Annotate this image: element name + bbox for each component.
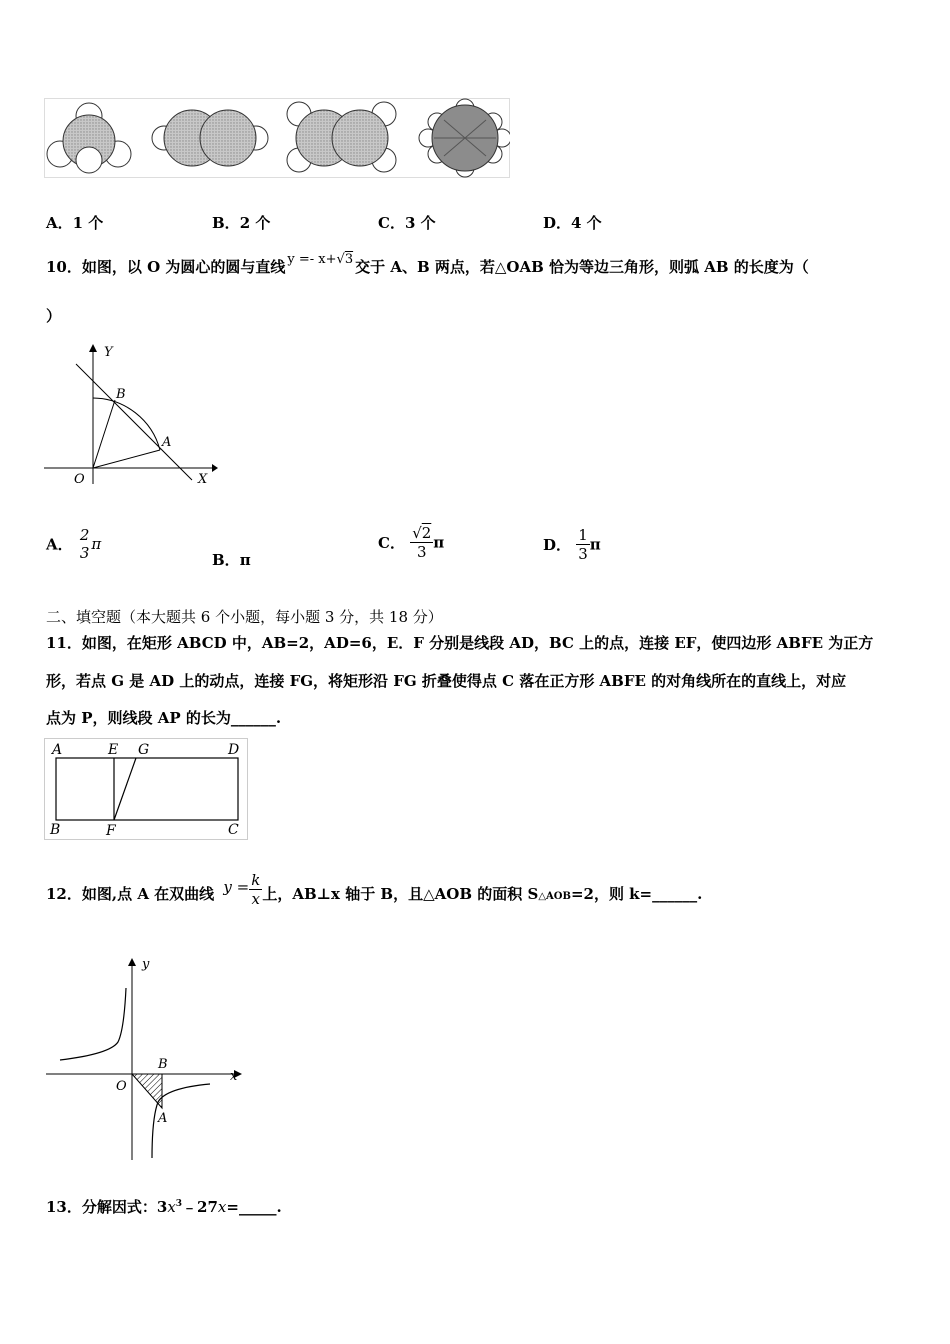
q11-b-label: B [50, 822, 61, 838]
q13-stem: 13．分解因式：$3x^3﹣27x=\_\_\_\_\_$. [46, 1198, 282, 1216]
q11-a-label: A [52, 742, 63, 758]
q11-line3: 点为 P，则线段 AP 的长为______. [46, 709, 282, 727]
q12-b-label: B [158, 1057, 168, 1072]
q11-e-label: E [108, 742, 119, 758]
q10-choice-c[interactable]: C． $\frac{√2}{3}$ π [378, 524, 445, 561]
molecule-shape-4 [419, 99, 510, 177]
q11-figure [44, 738, 248, 840]
q12-figure [40, 950, 245, 1165]
q11-d-label: D [228, 742, 240, 758]
q11-f-label: F [106, 823, 116, 839]
q10-choice-d[interactable]: D． $\frac{1}{3}$ π [543, 526, 601, 563]
q11-g-label: G [138, 742, 150, 758]
q12-a-label: A [158, 1111, 168, 1126]
molecule-shape-1 [47, 103, 131, 173]
molecule-shape-2 [152, 110, 268, 166]
q10-choice-a[interactable]: A． 2 3 π [46, 526, 102, 562]
q12-o-label: O [116, 1079, 127, 1094]
q10-choice-b[interactable]: B．π [212, 551, 251, 569]
q12-x-label: x [230, 1069, 238, 1084]
q12-stem: 12．如图,点 A 在双曲线 y = $\frac{k}{x}$ 上，AB⊥x 轴于 B，且△AOB 的面积 S△AOB=2，则 k=______. [46, 870, 703, 908]
q9-choice-c[interactable]: C．3 个 [378, 214, 436, 232]
q10-y-label: Y [104, 345, 113, 360]
q9-choice-d[interactable]: D．4 个 [543, 214, 602, 232]
q10-stem-close: ） [46, 307, 62, 325]
molecule-shape-3 [287, 102, 396, 172]
q10-equation: y =- x+√3 [287, 252, 354, 267]
q10-stem: 10．如图，以 O 为圆心的圆与直线 y =- x+√3 交于 A、B 两点，若△OAB 恰为等边三角形，则弧 AB 的长度为（ [46, 252, 809, 276]
section-title: 二、填空题（本大题共 6 个小题，每小题 3 分，共 18 分） [46, 608, 443, 626]
q11-line2: 形，若点 G 是 AD 上的动点，连接 FG，将矩形沿 FG 折叠使得点 C 落在正方形 ABFE 的对角线所在的直线上，对应 [46, 672, 847, 690]
q10-b-label: B [116, 387, 126, 402]
q10-a-label: A [162, 435, 172, 450]
q9-figure [44, 98, 510, 178]
q10-o-label: O [74, 472, 85, 487]
q10-x-label: X [198, 472, 208, 487]
q9-choice-a[interactable]: A．1 个 [46, 214, 104, 232]
q11-line1: 11．如图，在矩形 ABCD 中，AB=2，AD=6，E．F 分别是线段 AD，BC 上的点，连接 EF，使四边形 ABFE 为正方 [46, 634, 874, 652]
q10-figure [40, 340, 220, 490]
q11-c-label: C [228, 822, 239, 838]
q9-choice-b[interactable]: B．2 个 [212, 214, 271, 232]
q12-y-label: y [142, 957, 150, 972]
